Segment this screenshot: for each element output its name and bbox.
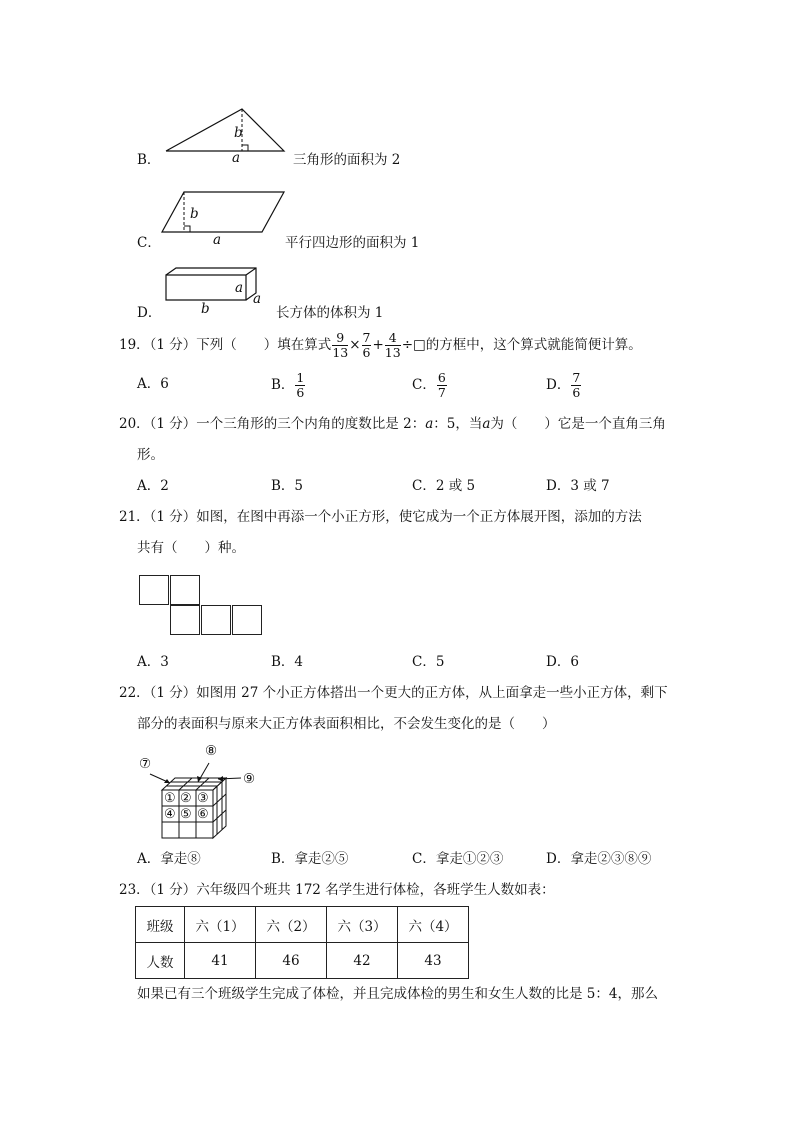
option-d-text: 长方体的体积为 1 (276, 305, 384, 321)
triangle-height-label: b (234, 125, 243, 141)
table-cell: 人数 (136, 943, 185, 979)
q19-option-c: C． $\frac{6}{7}$ (412, 369, 446, 400)
cuboid-figure (160, 265, 260, 305)
question-21-line-2: 共有（ ）种。 (137, 540, 245, 556)
option-b-text: 三角形的面积为 2 (293, 152, 401, 168)
q21-option-c: C．5 (412, 654, 445, 670)
q19-option-a: A．6 (137, 376, 169, 392)
question-19: 19．（1 分）下列（ ）填在算式 $\frac{9}{13}$ × $\frac{7}{6}$ + $\frac{4}{13}$ ÷□的方框中，这个算式就能简便计算。 (119, 329, 642, 360)
q20-option-b: B．5 (271, 478, 304, 494)
net-square (170, 605, 200, 635)
class-size-table (135, 906, 469, 979)
cube-label-6: ⑥ (197, 807, 209, 822)
table-cell: 班级 (136, 907, 185, 943)
cube-label-3: ③ (197, 791, 209, 806)
parallelogram-height-label: b (190, 206, 199, 222)
q22-option-c: C．拿走①②③ (412, 851, 504, 867)
cube-label-7: ⑦ (139, 756, 152, 772)
parallelogram-base-label: a (213, 232, 222, 248)
cuboid-width-label: a (253, 291, 262, 307)
table-cell: 六（2） (256, 907, 327, 943)
cuboid-height-label: a (235, 280, 244, 296)
triangle-base-label: a (232, 150, 241, 166)
question-23-line-1: 23．（1 分）六年级四个班共 172 名学生进行体检，各班学生人数如表： (119, 882, 555, 898)
triangle-figure (160, 100, 290, 156)
q21-option-d: D．6 (546, 654, 579, 670)
question-23-line-2: 如果已有三个班级学生完成了体检，并且完成体检的男生和女生人数的比是 5：4，那么 (137, 986, 658, 1002)
net-square (170, 575, 200, 605)
option-c-label: C． (137, 235, 161, 251)
q22-option-a: A．拿走⑧ (137, 851, 201, 867)
cube-label-5: ⑤ (180, 807, 192, 822)
question-20-line-1: 20．（1 分）一个三角形的三个内角的度数比是 2：a：5，当a为（ ）它是一个直角三角 (119, 416, 666, 432)
option-b-label: B． (137, 152, 161, 168)
fraction-4-13: $\frac{4}{13}$ (384, 329, 401, 360)
fraction-7-6: $\frac{7}{6}$ (362, 329, 371, 360)
question-19-prefix: 19．（1 分）下列（ ）填在算式 (119, 337, 332, 353)
cube-label-9: ⑨ (243, 771, 256, 787)
cube-label-2: ② (180, 791, 192, 806)
question-19-suffix: 的方框中，这个算式就能简便计算。 (425, 337, 642, 353)
net-square (201, 605, 231, 635)
table-cell: 43 (398, 943, 469, 979)
cube-label-4: ④ (164, 807, 176, 822)
q19-option-b: B． $\frac{1}{6}$ (271, 369, 305, 400)
question-20-line-2: 形。 (137, 447, 164, 463)
question-22-line-1: 22．（1 分）如图用 27 个小正方体搭出一个更大的正方体，从上面拿走一些小正方体，剩下 (119, 685, 668, 701)
q21-option-a: A．3 (137, 654, 169, 670)
q20-option-c: C．2 或 5 (412, 478, 476, 494)
table-header-row (136, 907, 469, 943)
table-cell: 六（4） (398, 907, 469, 943)
cube-label-1: ① (164, 791, 176, 806)
table-cell: 六（1） (185, 907, 256, 943)
question-21-line-1: 21．（1 分）如图，在图中再添一个小正方形，使它成为一个正方体展开图，添加的方法 (119, 509, 642, 525)
table-cell: 六（3） (327, 907, 398, 943)
table-cell: 42 (327, 943, 398, 979)
net-square (232, 605, 262, 635)
table-row (136, 943, 469, 979)
q22-option-d: D．拿走②③⑧⑨ (546, 851, 652, 867)
q20-option-a: A．2 (137, 478, 169, 494)
cube-label-8: ⑧ (205, 743, 218, 759)
q20-option-d: D．3 或 7 (546, 478, 610, 494)
question-22-line-2: 部分的表面积与原来大正方体表面积相比，不会发生变化的是（ ） (137, 716, 556, 732)
table-cell: 46 (256, 943, 327, 979)
q22-option-b: B．拿走②⑤ (271, 851, 349, 867)
parallelogram-figure (160, 188, 290, 236)
cuboid-length-label: b (201, 301, 210, 317)
fraction-9-13: $\frac{9}{13}$ (332, 329, 349, 360)
table-cell: 41 (185, 943, 256, 979)
q21-option-b: B．4 (271, 654, 304, 670)
option-c-text: 平行四边形的面积为 1 (285, 235, 420, 251)
q19-option-d: D． $\frac{7}{6}$ (546, 369, 581, 400)
net-square (139, 575, 169, 605)
option-d-label: D． (137, 305, 162, 321)
